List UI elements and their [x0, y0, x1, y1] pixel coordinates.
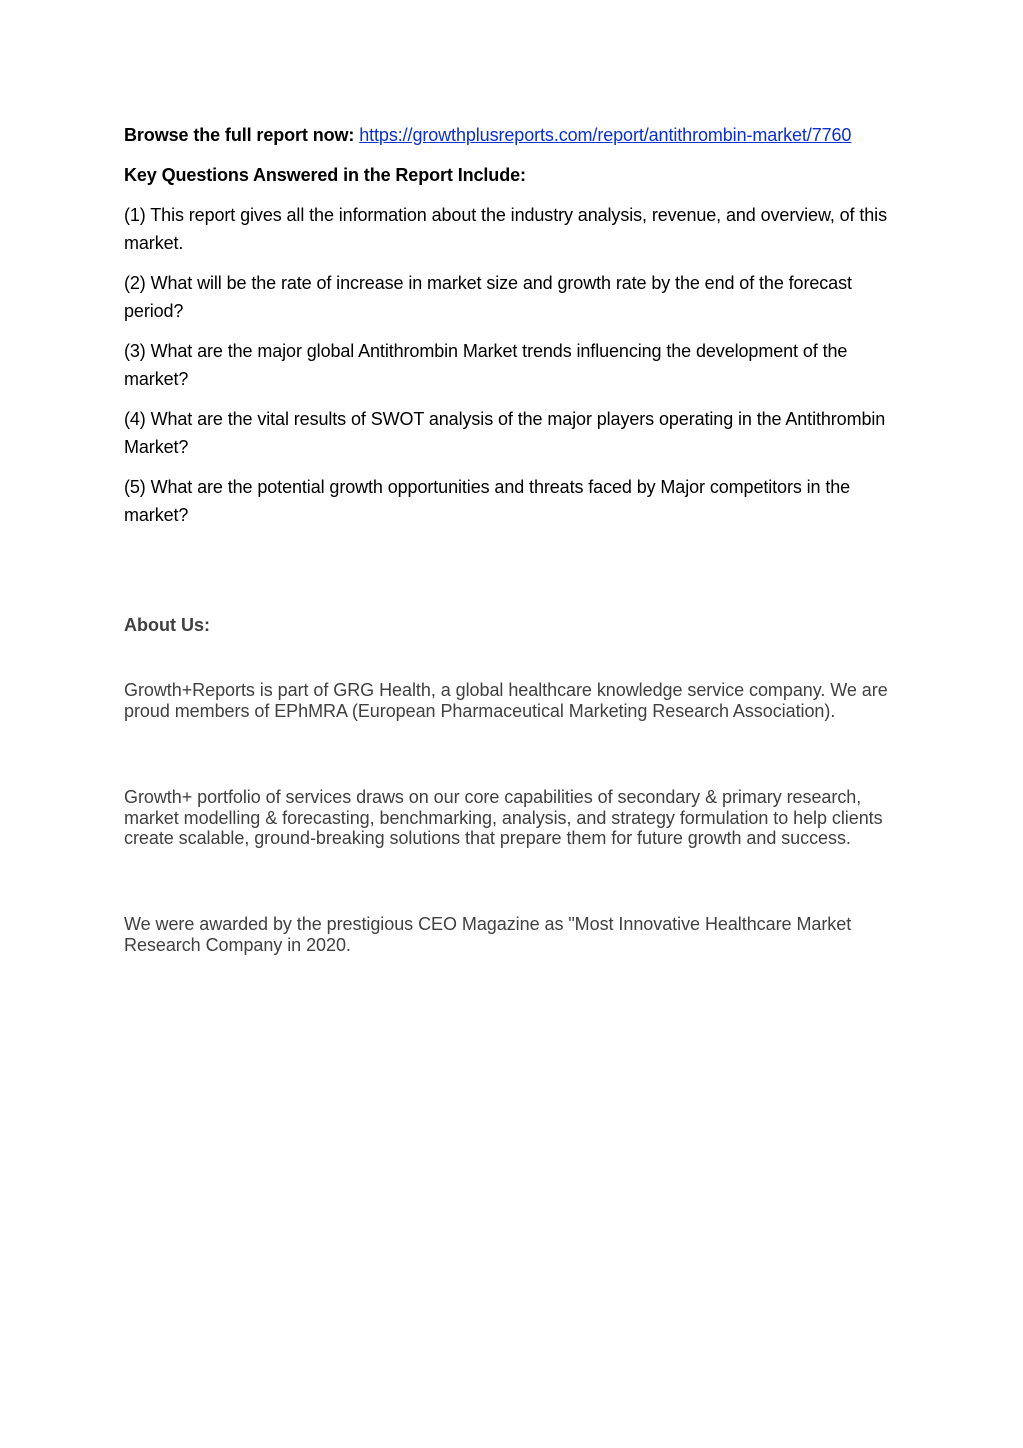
questions-heading: Key Questions Answered in the Report Include: [124, 165, 526, 185]
about-paragraph-3: We were awarded by the prestigious CEO Magazine as "Most Innovative Healthcare Market Research Company in 2020. [124, 914, 852, 955]
about-paragraph-1: Growth+Reports is part of GRG Health, a global healthcare knowledge service company. We are proud members of EPhMRA (European Pharmaceutical Marketing Research Association). [124, 680, 888, 721]
question-item-4: (4) What are the vital results of SWOT analysis of the major players operating in the Antithrombin Market? [124, 409, 886, 457]
report-content [124, 121, 904, 541]
question-item-2: (2) What will be the rate of increase in market size and growth rate by the end of the forecast period? [124, 273, 852, 321]
question-item-5: (5) What are the potential growth opportunities and threats faced by Major competitors in the market? [124, 477, 851, 525]
browse-label: Browse the full report now: [124, 125, 360, 145]
browse-report-line [124, 121, 904, 149]
about-paragraph-2: Growth+ portfolio of services draws on our core capabilities of secondary & primary research, market modelling & forecasting, benchmarking, analysis, and strategy formulation to help clients create scalable, ground-breaking solutions that prepare them for future growth and success. [124, 787, 883, 848]
report-link[interactable]: https://growthplusreports.com/report/antithrombin-market/7760 [359, 125, 852, 145]
question-item-3: (3) What are the major global Antithrombin Market trends influencing the development of the market? [124, 341, 848, 389]
question-item-1: (1) This report gives all the information about the industry analysis, revenue, and overview, of this market. [124, 205, 887, 253]
about-heading: About Us: [124, 615, 210, 635]
